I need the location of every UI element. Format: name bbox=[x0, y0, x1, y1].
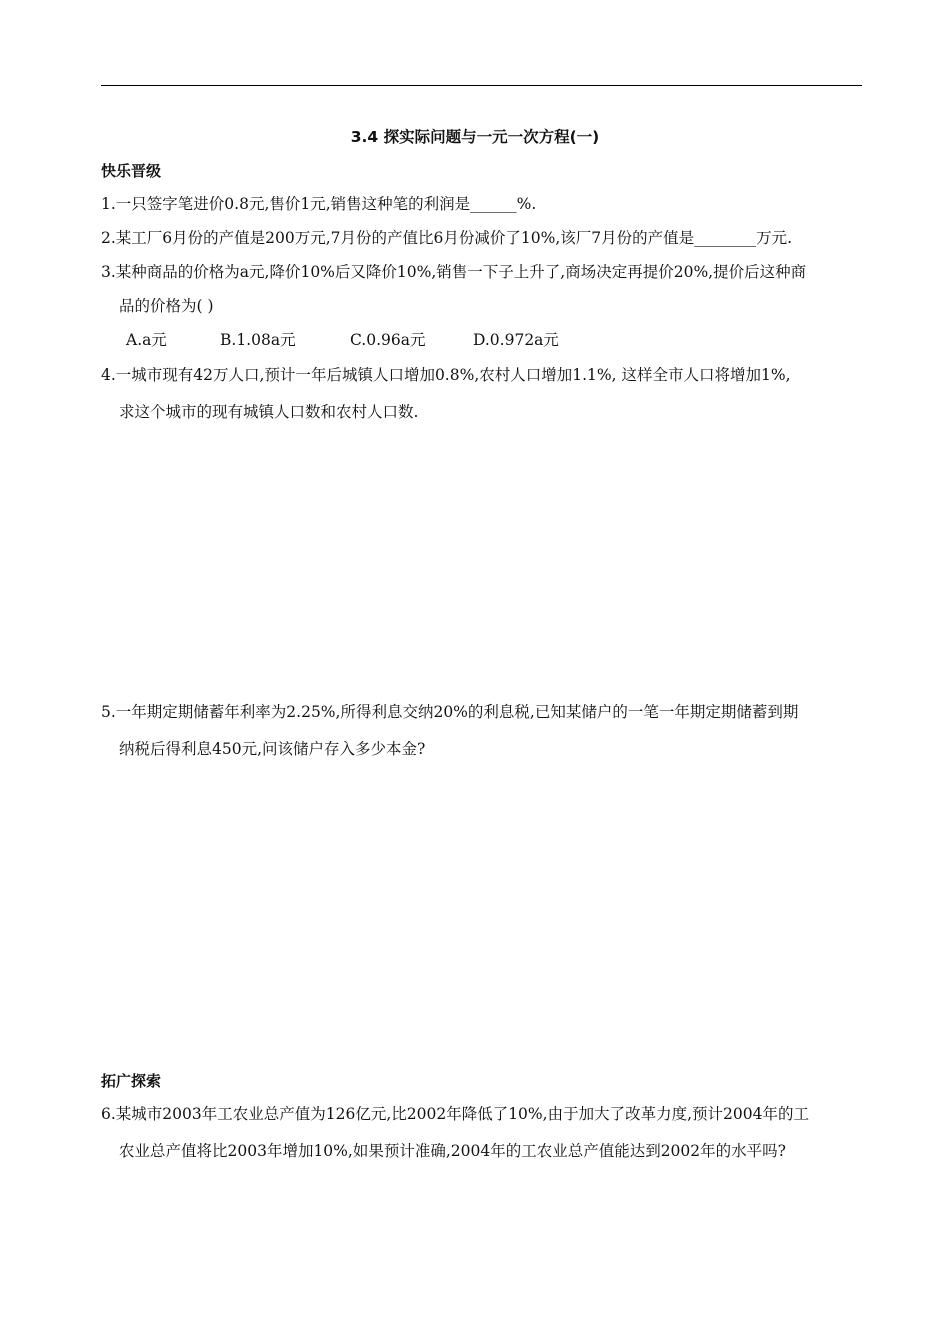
question-2: 2.某工厂6月份的产值是200万元,7月份的产值比6月份减价了10%,该厂7月份的产值是________万元. bbox=[101, 229, 793, 247]
question-4-line-1: 4.一城市现有42万人口,预计一年后城镇人口增加0.8%,农村人口增加1.1%, 这样全市人口将增加1%, bbox=[101, 366, 791, 384]
header-rule bbox=[101, 85, 862, 86]
section-heading-practice: 快乐晋级 bbox=[101, 162, 162, 180]
option-a: A.a元 bbox=[126, 331, 167, 349]
question-3-line-2: 品的价格为( ) bbox=[119, 297, 214, 315]
question-1: 1.一只签字笔进价0.8元,售价1元,销售这种笔的利润是______%. bbox=[101, 195, 537, 213]
question-5-line-2: 纳税后得利息450元,问该储户存入多少本金? bbox=[119, 740, 426, 758]
question-6-line-2: 农业总产值将比2003年增加10%,如果预计准确,2004年的工农业总产值能达到2002年的水平吗? bbox=[119, 1142, 786, 1160]
option-d: D.0.972a元 bbox=[473, 331, 559, 349]
question-6-line-1: 6.某城市2003年工农业总产值为126亿元,比2002年降低了10%,由于加大了改革力度,预计2004年的工 bbox=[101, 1105, 809, 1123]
question-5-line-1: 5.一年期定期储蓄年利率为2.25%,所得利息交纳20%的利息税,已知某储户的一笔一年期定期储蓄到期 bbox=[101, 703, 799, 721]
question-3-line-1: 3.某种商品的价格为a元,降价10%后又降价10%,销售一下子上升了,商场决定再提价20%,提价后这种商 bbox=[101, 263, 807, 281]
option-b: B.1.08a元 bbox=[220, 331, 296, 349]
option-c: C.0.96a元 bbox=[350, 331, 426, 349]
section-heading-extension: 拓广探索 bbox=[101, 1072, 162, 1090]
page-title: 3.4 探实际问题与一元一次方程(一) bbox=[350, 128, 600, 146]
question-4-line-2: 求这个城市的现有城镇人口数和农村人口数. bbox=[119, 403, 419, 421]
